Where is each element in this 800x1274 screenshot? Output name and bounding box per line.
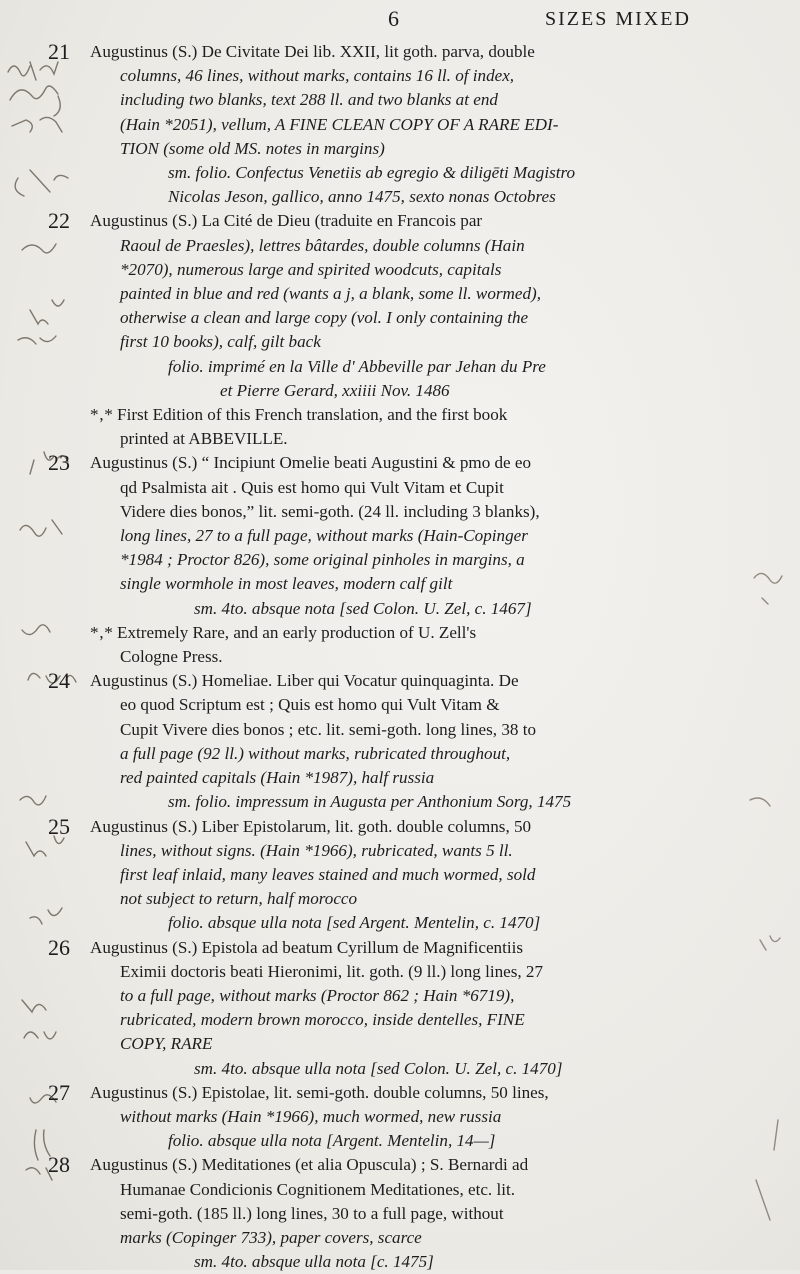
entry-number: 28 — [48, 1152, 70, 1178]
entry-text-line: Cologne Press. — [120, 647, 223, 667]
catalogue-entry — [48, 450, 762, 669]
entry-text-line: Augustinus (S.) De Civitate Dei lib. XXII, lit goth. parva, double — [90, 42, 535, 61]
entry-number: 21 — [48, 39, 70, 64]
entry-text-line: sm. folio. Confectus Venetiis ab egregio & diligēti Magistro — [168, 163, 576, 183]
entry-text-line: semi-goth. (185 ll.) long lines, 30 to a full page, without — [120, 1203, 504, 1223]
entry-text-line: eo quod Scriptum est ; Quis est homo qui Vult Vitam & — [120, 695, 500, 715]
entry-text-line: Augustinus (S.) Meditationes (et alia Opuscula) ; S. Bernardi ad — [90, 1155, 529, 1175]
entry-text-line: sm. 4to. absque ulla nota [sed Colon. U. Zel, c. 1470] — [194, 1058, 563, 1078]
entry-number: 24 — [48, 668, 70, 694]
entry-text-line: sm. folio. impressum in Augusta per Anthonium Sorg, 1475 — [168, 792, 572, 812]
entry-text-line: Augustinus (S.) Homeliae. Liber qui Vocatur quinquaginta. De — [90, 671, 519, 691]
entry-number: 25 — [48, 813, 70, 839]
entry-text-line: folio. absque ulla nota [sed Argent. Mentelin, c. 1470] — [168, 913, 541, 933]
catalogue-entry — [48, 1079, 762, 1154]
entry-text-line: first 10 books), calf, gilt back — [120, 332, 321, 352]
entry-text-line: marks (Copinger 733), paper covers, scarce — [120, 1227, 422, 1247]
entry-text-line: including two blanks, text 288 ll. and two blanks at end — [120, 90, 498, 110]
page-number: 6 — [388, 6, 400, 31]
entry-text-line: (Hain *2051), vellum, A FINE CLEAN COPY OF A RARE EDI- — [120, 114, 559, 134]
entry-text-line: Augustinus (S.) La Cité de Dieu (traduite en Francois par — [90, 211, 483, 231]
entry-text-line: not subject to return, half morocco — [120, 889, 358, 909]
entry-text-line: Augustinus (S.) Epistola ad beatum Cyrillum de Magnificentiis — [90, 937, 523, 957]
catalogue-entry — [48, 934, 762, 1081]
entry-number: 23 — [48, 450, 70, 476]
entry-text-line: *‚* First Edition of this French translation, and the first book — [90, 405, 508, 425]
running-head: SIZES MIXED — [545, 8, 691, 30]
entry-text-line: Humanae Condicionis Cognitionem Meditationes, etc. lit. — [120, 1179, 515, 1199]
entry-text-line: Nicolas Jeson, gallico, anno 1475, sexto nonas Octobres — [168, 187, 556, 207]
page-header — [0, 6, 800, 34]
entry-text-line: Augustinus (S.) “ Incipiunt Omelie beati Augustini & pmo de eo — [90, 453, 532, 473]
catalogue-entries — [48, 39, 762, 1274]
entry-number: 22 — [48, 208, 70, 234]
entry-text-line: Augustinus (S.) Epistolae, lit. semi-goth. double columns, 50 lines, — [90, 1082, 549, 1102]
entry-text-line: first leaf inlaid, many leaves stained and much wormed, sold — [120, 864, 536, 884]
entry-text-line: sm. 4to. absque nota [sed Colon. U. Zel, c. 1467] — [194, 598, 532, 618]
entry-text-line: Cupit Vivere dies bonos ; etc. lit. semi-goth. long lines, 38 to — [120, 719, 536, 739]
entry-text-line: printed at ABBEVILLE. — [120, 429, 288, 449]
entry-text-line: *‚* Extremely Rare, and an early production of U. Zell's — [90, 622, 477, 642]
entry-text-line: rubricated, modern brown morocco, inside dentelles, FINE — [120, 1010, 525, 1030]
entry-text-line: sm. 4to. absque ulla nota [c. 1475] — [194, 1252, 434, 1272]
entry-text-line: Augustinus (S.) Liber Epistolarum, lit. goth. double columns, 50 — [90, 816, 532, 836]
catalogue-entry — [48, 39, 762, 209]
entry-text-line: Raoul de Praesles), lettres bâtardes, double columns (Hain — [120, 235, 525, 255]
entry-number: 26 — [48, 934, 70, 960]
entry-text-line: long lines, 27 to a full page, without marks (Hain-Copinger — [120, 526, 528, 546]
entry-text-line: TION (some old MS. notes in margins) — [120, 138, 385, 158]
entry-text-line: *2070), numerous large and spirited woodcuts, capitals — [120, 259, 502, 279]
handwritten-margin-notes — [0, 0, 90, 1270]
entry-text-line: folio. absque ulla nota [Argent. Mentelin, 14—] — [168, 1131, 496, 1151]
entry-text-line: *1984 ; Proctor 826), some original pinholes in margins, a — [120, 550, 525, 570]
entry-text-line: folio. imprimé en la Ville d' Abbeville par Jehan du Pre — [168, 356, 546, 376]
entry-text-line: lines, without signs. (Hain *1966), rubricated, wants 5 ll. — [120, 840, 513, 860]
entry-text-line: Videre dies bonos,” lit. semi-goth. (24 ll. including 3 blanks), — [120, 501, 540, 521]
catalogue-entry — [48, 668, 762, 814]
entry-text-line: Eximii doctoris beati Hieronimi, lit. goth. (9 ll.) long lines, 27 — [120, 961, 544, 981]
entry-number: 27 — [48, 1079, 70, 1105]
entry-text-line: qd Psalmista ait . Quis est homo qui Vult Vitam et Cupit — [120, 477, 504, 497]
entry-text-line: without marks (Hain *1966), much wormed, new russia — [120, 1106, 502, 1126]
entry-text-line: columns, 46 lines, without marks, contains 16 ll. of index, — [120, 66, 515, 86]
entry-text-line: to a full page, without marks (Proctor 862 ; Hain *6719), — [120, 985, 515, 1005]
entry-text-line: red painted capitals (Hain *1987), half russia — [120, 768, 435, 788]
entry-text-line: otherwise a clean and large copy (vol. I only containing the — [120, 308, 529, 328]
catalogue-entry — [48, 813, 762, 936]
entry-text-line: et Pierre Gerard, xxiiii Nov. 1486 — [220, 380, 450, 400]
entry-text-line: COPY, RARE — [120, 1034, 213, 1054]
entry-text-line: painted in blue and red (wants a j, a blank, some ll. wormed), — [120, 284, 541, 304]
catalogue-entry — [48, 208, 762, 451]
catalogue-entry — [48, 1152, 762, 1274]
entry-text-line: single wormhole in most leaves, modern calf gilt — [120, 574, 453, 594]
entry-text-line: a full page (92 ll.) without marks, rubricated throughout, — [120, 743, 511, 763]
